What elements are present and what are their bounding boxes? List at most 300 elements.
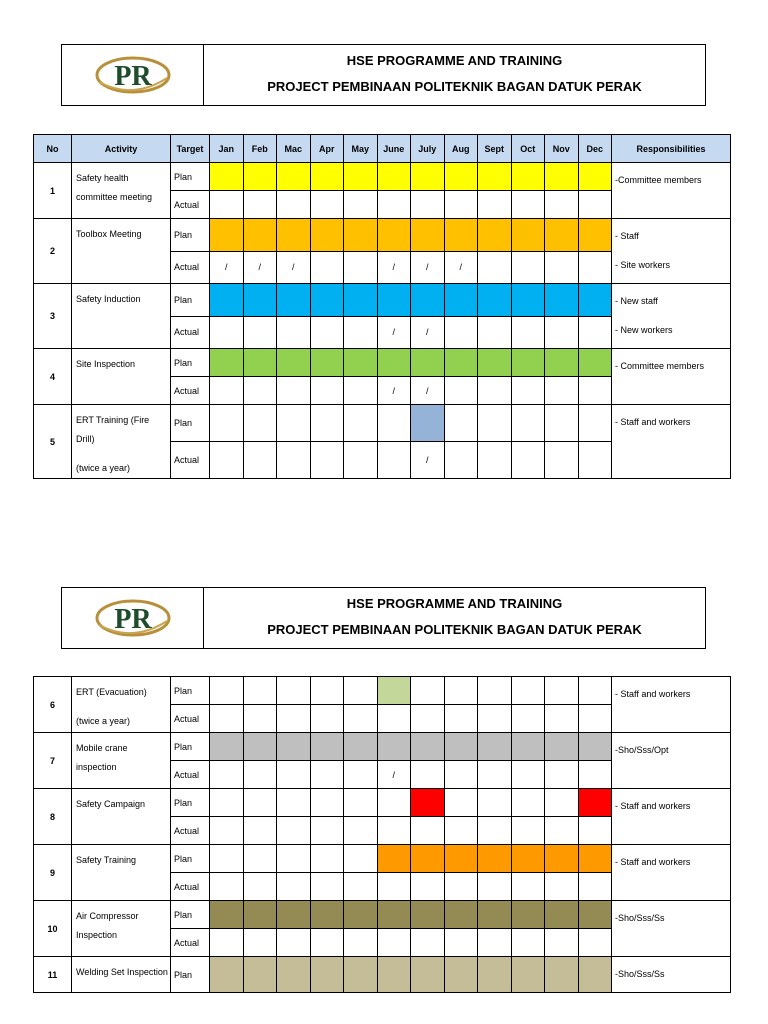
activity-line: Welding Set Inspection <box>76 967 168 977</box>
month-cell <box>478 219 512 252</box>
month-cell <box>310 251 344 284</box>
month-cell <box>344 316 378 349</box>
activity-line: Inspection <box>76 930 118 940</box>
month-cell <box>511 845 545 873</box>
month-cell <box>210 316 244 349</box>
column-header-month: June <box>377 135 411 163</box>
activity-line: Safety Training <box>76 855 137 865</box>
project-title: PROJECT PEMBINAAN POLITEKNIK BAGAN DATUK PERAK <box>267 621 642 637</box>
month-cell <box>411 929 445 957</box>
month-cell <box>545 163 579 191</box>
month-cell <box>243 733 277 761</box>
activity-number: 11 <box>34 957 72 993</box>
column-header-month: Dec <box>578 135 612 163</box>
month-cell <box>344 405 378 442</box>
responsibility-line: - Staff and workers <box>615 417 691 427</box>
month-cell <box>411 817 445 845</box>
month-cell <box>344 901 378 929</box>
month-cell: / <box>411 251 445 284</box>
month-cell <box>545 929 579 957</box>
column-header-month: Aug <box>444 135 478 163</box>
month-cell <box>310 929 344 957</box>
responsibility-line: - Staff <box>615 231 639 241</box>
target-actual: Actual <box>171 191 210 219</box>
month-cell <box>478 761 512 789</box>
month-cell <box>578 442 612 479</box>
activity-number: 5 <box>34 405 72 479</box>
month-cell <box>210 873 244 901</box>
month-cell <box>478 789 512 817</box>
month-cell <box>478 191 512 219</box>
month-cell <box>545 901 579 929</box>
month-cell <box>310 442 344 479</box>
month-cell <box>377 705 411 733</box>
month-cell <box>478 349 512 377</box>
responsibility-line: - Site workers <box>615 260 671 270</box>
month-cell <box>578 219 612 252</box>
month-cell <box>310 284 344 317</box>
month-cell <box>210 845 244 873</box>
month-cell <box>377 873 411 901</box>
month-cell <box>377 845 411 873</box>
column-header-month: Sept <box>478 135 512 163</box>
target-plan: Plan <box>171 349 210 377</box>
month-cell <box>277 761 311 789</box>
month-cell <box>310 845 344 873</box>
header-titles <box>204 588 705 648</box>
responsibilities <box>612 163 731 219</box>
target-plan: Plan <box>171 284 210 317</box>
month-cell <box>210 405 244 442</box>
month-cell <box>444 219 478 252</box>
month-cell <box>444 817 478 845</box>
month-cell <box>344 929 378 957</box>
month-cell <box>344 957 378 993</box>
month-cell <box>344 817 378 845</box>
month-cell <box>478 677 512 705</box>
month-cell <box>411 163 445 191</box>
activity-line: inspection <box>76 762 117 772</box>
month-cell <box>444 957 478 993</box>
month-cell <box>511 316 545 349</box>
month-cell <box>277 316 311 349</box>
month-cell: / <box>277 251 311 284</box>
month-cell <box>243 705 277 733</box>
activity-number: 1 <box>34 163 72 219</box>
month-cell: / <box>411 316 445 349</box>
month-cell <box>545 705 579 733</box>
document-header <box>61 587 706 649</box>
schedule-table-1 <box>33 134 731 479</box>
month-cell <box>243 219 277 252</box>
month-cell <box>578 405 612 442</box>
activity-name <box>72 163 171 219</box>
month-cell <box>444 284 478 317</box>
target-plan: Plan <box>171 789 210 817</box>
month-cell <box>545 442 579 479</box>
month-cell <box>545 677 579 705</box>
table-row <box>34 789 731 817</box>
month-cell <box>444 789 478 817</box>
responsibility-line: - Staff and workers <box>615 857 691 867</box>
month-cell <box>277 929 311 957</box>
target-actual: Actual <box>171 442 210 479</box>
month-cell <box>344 191 378 219</box>
month-cell <box>511 219 545 252</box>
column-header-month: Oct <box>511 135 545 163</box>
month-cell <box>578 845 612 873</box>
activity-number: 2 <box>34 219 72 284</box>
month-cell: / <box>377 377 411 405</box>
month-cell <box>277 845 311 873</box>
month-cell <box>411 957 445 993</box>
month-cell <box>411 705 445 733</box>
month-cell <box>243 957 277 993</box>
month-cell <box>210 191 244 219</box>
document-title: HSE PROGRAMME AND TRAINING <box>346 52 563 68</box>
month-cell <box>478 405 512 442</box>
month-cell <box>511 349 545 377</box>
month-cell <box>411 191 445 219</box>
month-cell <box>478 316 512 349</box>
header-titles <box>204 45 705 105</box>
responsibilities <box>612 677 731 733</box>
activity-name <box>72 284 171 349</box>
month-cell <box>344 377 378 405</box>
month-cell <box>344 349 378 377</box>
month-cell <box>511 901 545 929</box>
month-cell <box>243 677 277 705</box>
month-cell <box>444 705 478 733</box>
svg-text:PR: PR <box>113 61 152 92</box>
month-cell <box>478 284 512 317</box>
month-cell <box>310 761 344 789</box>
month-cell <box>344 845 378 873</box>
month-cell <box>344 219 378 252</box>
month-cell <box>444 405 478 442</box>
svg-text:PR: PR <box>113 604 152 635</box>
month-cell <box>411 677 445 705</box>
activity-line: Safety Induction <box>76 294 141 304</box>
month-cell <box>310 901 344 929</box>
month-cell <box>277 191 311 219</box>
month-cell <box>511 442 545 479</box>
month-cell <box>277 442 311 479</box>
target-actual: Actual <box>171 761 210 789</box>
month-cell <box>210 219 244 252</box>
activity-line: Safety health <box>76 173 129 183</box>
month-cell <box>511 761 545 789</box>
responsibility-line: - Staff and workers <box>615 689 691 699</box>
month-cell <box>511 705 545 733</box>
month-cell <box>478 442 512 479</box>
month-cell: / <box>444 251 478 284</box>
month-cell <box>243 316 277 349</box>
month-cell <box>344 251 378 284</box>
activity-name <box>72 789 171 845</box>
table-row <box>34 733 731 761</box>
month-cell <box>277 219 311 252</box>
table-row <box>34 349 731 377</box>
month-cell <box>277 377 311 405</box>
activity-name <box>72 349 171 405</box>
activity-number: 3 <box>34 284 72 349</box>
column-header-month: Mac <box>277 135 311 163</box>
month-cell <box>210 349 244 377</box>
table-header-row <box>34 135 731 163</box>
responsibilities <box>612 284 731 349</box>
month-cell <box>210 442 244 479</box>
responsibility-line: -Sho/Sss/Opt <box>615 745 669 755</box>
month-cell <box>444 761 478 789</box>
month-cell <box>210 929 244 957</box>
responsibility-line: -Committee members <box>615 175 702 185</box>
month-cell: / <box>377 316 411 349</box>
activity-line: ERT (Evacuation) <box>76 687 147 697</box>
target-plan: Plan <box>171 677 210 705</box>
month-cell <box>444 733 478 761</box>
activity-line: Site Inspection <box>76 359 136 369</box>
month-cell <box>377 163 411 191</box>
month-cell <box>511 377 545 405</box>
month-cell <box>243 405 277 442</box>
column-header-target: Target <box>171 135 210 163</box>
month-cell <box>578 957 612 993</box>
month-cell <box>545 733 579 761</box>
month-cell <box>243 901 277 929</box>
month-cell <box>310 817 344 845</box>
column-header-month: Nov <box>545 135 579 163</box>
activity-name <box>72 405 171 479</box>
month-cell <box>478 845 512 873</box>
month-cell <box>243 163 277 191</box>
month-cell <box>243 191 277 219</box>
responsibilities <box>612 733 731 789</box>
activity-number: 4 <box>34 349 72 405</box>
month-cell <box>478 957 512 993</box>
month-cell <box>511 677 545 705</box>
month-cell <box>478 817 512 845</box>
table-row <box>34 677 731 705</box>
month-cell <box>377 901 411 929</box>
month-cell <box>243 442 277 479</box>
target-plan: Plan <box>171 219 210 252</box>
activity-number: 6 <box>34 677 72 733</box>
activity-number: 8 <box>34 789 72 845</box>
responsibility-line: -Sho/Sss/Ss <box>615 913 665 923</box>
month-cell <box>344 442 378 479</box>
month-cell <box>578 761 612 789</box>
month-cell <box>243 284 277 317</box>
column-header-activity: Activity <box>72 135 171 163</box>
target-plan: Plan <box>171 405 210 442</box>
month-cell <box>310 405 344 442</box>
activity-number: 9 <box>34 845 72 901</box>
month-cell <box>578 349 612 377</box>
month-cell <box>377 929 411 957</box>
month-cell <box>411 901 445 929</box>
month-cell: / <box>243 251 277 284</box>
month-cell <box>545 845 579 873</box>
month-cell <box>344 677 378 705</box>
month-cell <box>344 761 378 789</box>
target-plan: Plan <box>171 733 210 761</box>
month-cell <box>578 284 612 317</box>
target-plan: Plan <box>171 957 210 993</box>
target-plan: Plan <box>171 163 210 191</box>
table-row <box>34 845 731 873</box>
month-cell <box>444 901 478 929</box>
month-cell <box>511 405 545 442</box>
month-cell <box>310 789 344 817</box>
month-cell <box>243 929 277 957</box>
company-logo <box>62 45 204 105</box>
month-cell <box>578 929 612 957</box>
month-cell <box>210 957 244 993</box>
company-logo <box>62 588 204 648</box>
column-header-month: Feb <box>243 135 277 163</box>
month-cell <box>377 677 411 705</box>
month-cell <box>478 377 512 405</box>
month-cell <box>511 733 545 761</box>
responsibility-line: -Sho/Sss/Ss <box>615 969 665 979</box>
month-cell <box>277 405 311 442</box>
column-header-month: Apr <box>310 135 344 163</box>
month-cell <box>578 191 612 219</box>
table-row <box>34 901 731 929</box>
responsibility-line: - New workers <box>615 325 673 335</box>
month-cell <box>310 873 344 901</box>
activity-number: 10 <box>34 901 72 957</box>
month-cell <box>444 845 478 873</box>
month-cell <box>411 845 445 873</box>
month-cell <box>511 284 545 317</box>
month-cell <box>377 733 411 761</box>
month-cell <box>478 901 512 929</box>
month-cell <box>277 677 311 705</box>
month-cell <box>444 163 478 191</box>
month-cell <box>511 191 545 219</box>
month-cell <box>210 817 244 845</box>
month-cell <box>277 957 311 993</box>
month-cell <box>210 733 244 761</box>
responsibilities <box>612 405 731 479</box>
month-cell <box>545 251 579 284</box>
target-actual: Actual <box>171 377 210 405</box>
month-cell <box>243 761 277 789</box>
month-cell <box>411 219 445 252</box>
month-cell <box>545 817 579 845</box>
table-row <box>34 284 731 317</box>
month-cell <box>344 284 378 317</box>
month-cell <box>545 219 579 252</box>
month-cell <box>511 251 545 284</box>
month-cell <box>411 405 445 442</box>
target-actual: Actual <box>171 929 210 957</box>
month-cell <box>411 733 445 761</box>
table-row <box>34 219 731 252</box>
month-cell <box>578 901 612 929</box>
month-cell <box>444 677 478 705</box>
month-cell <box>377 405 411 442</box>
month-cell: / <box>210 251 244 284</box>
month-cell: / <box>411 377 445 405</box>
responsibilities <box>612 957 731 993</box>
project-title: PROJECT PEMBINAAN POLITEKNIK BAGAN DATUK PERAK <box>267 78 642 94</box>
activity-name <box>72 957 171 993</box>
month-cell <box>578 789 612 817</box>
month-cell <box>444 191 478 219</box>
target-actual: Actual <box>171 251 210 284</box>
month-cell <box>444 377 478 405</box>
month-cell <box>578 316 612 349</box>
month-cell <box>243 789 277 817</box>
month-cell <box>444 442 478 479</box>
month-cell <box>411 284 445 317</box>
month-cell <box>210 163 244 191</box>
month-cell <box>377 442 411 479</box>
month-cell <box>344 705 378 733</box>
responsibilities <box>612 349 731 405</box>
month-cell <box>210 284 244 317</box>
month-cell <box>377 284 411 317</box>
activity-line: (twice a year) <box>76 716 131 726</box>
activity-name <box>72 901 171 957</box>
month-cell <box>377 789 411 817</box>
month-cell <box>478 929 512 957</box>
month-cell <box>545 761 579 789</box>
target-plan: Plan <box>171 845 210 873</box>
month-cell <box>478 705 512 733</box>
month-cell <box>277 901 311 929</box>
target-plan: Plan <box>171 901 210 929</box>
month-cell <box>277 817 311 845</box>
month-cell <box>243 845 277 873</box>
month-cell <box>545 957 579 993</box>
month-cell <box>545 191 579 219</box>
month-cell <box>210 901 244 929</box>
month-cell <box>578 733 612 761</box>
month-cell <box>310 191 344 219</box>
month-cell <box>578 873 612 901</box>
activity-name <box>72 845 171 901</box>
month-cell <box>411 349 445 377</box>
month-cell <box>511 163 545 191</box>
activity-number: 7 <box>34 733 72 789</box>
month-cell <box>411 761 445 789</box>
month-cell <box>411 873 445 901</box>
activity-name <box>72 677 171 733</box>
target-actual: Actual <box>171 873 210 901</box>
month-cell <box>210 761 244 789</box>
month-cell <box>344 873 378 901</box>
table-row <box>34 163 731 191</box>
month-cell <box>578 677 612 705</box>
month-cell <box>377 191 411 219</box>
month-cell <box>578 251 612 284</box>
month-cell <box>377 957 411 993</box>
month-cell <box>344 163 378 191</box>
responsibilities <box>612 845 731 901</box>
responsibility-line: - Staff and workers <box>615 801 691 811</box>
activity-line: Safety Campaign <box>76 799 146 809</box>
month-cell <box>344 733 378 761</box>
month-cell <box>210 377 244 405</box>
responsibilities <box>612 219 731 284</box>
month-cell <box>511 817 545 845</box>
month-cell <box>277 705 311 733</box>
activity-name <box>72 219 171 284</box>
